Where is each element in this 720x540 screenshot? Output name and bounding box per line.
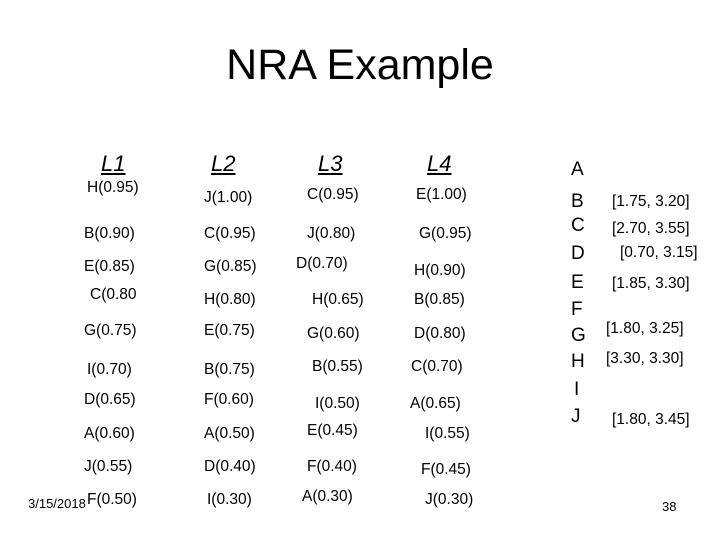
list-entry: B(0.55) — [312, 358, 363, 375]
list-entry: E(1.00) — [416, 186, 467, 203]
object-letter: E — [571, 272, 584, 293]
list-header-l2: L2 — [211, 151, 236, 176]
list-header-l4: L4 — [427, 151, 452, 176]
bound-interval: [1.80, 3.25] — [606, 320, 684, 337]
object-letter: H — [571, 351, 585, 372]
bound-interval: [3.30, 3.30] — [606, 350, 684, 367]
list-entry: C(0.95) — [307, 186, 359, 203]
list-entry: G(0.60) — [307, 325, 360, 342]
list-entry: F(0.50) — [87, 491, 137, 508]
page-number: 38 — [662, 499, 677, 514]
list-entry: D(0.70) — [296, 255, 348, 272]
footer-date: 3/15/2018 — [28, 496, 86, 511]
list-header-l1: L1 — [101, 151, 126, 176]
object-letter: D — [571, 243, 585, 264]
bound-interval: [1.85, 3.30] — [612, 275, 690, 292]
list-entry: A(0.50) — [204, 425, 255, 442]
object-letter: I — [574, 379, 580, 400]
object-letter: A — [571, 159, 584, 180]
list-entry: F(0.45) — [421, 461, 471, 478]
list-entry: J(0.80) — [307, 225, 356, 242]
list-entry: H(0.80) — [204, 291, 256, 308]
list-entry: I(0.50) — [315, 395, 360, 412]
list-entry: H(0.90) — [414, 262, 466, 279]
list-entry: I(0.55) — [425, 425, 470, 442]
object-letter: B — [571, 191, 584, 212]
bound-interval: [1.80, 3.45] — [612, 411, 690, 428]
list-entry: A(0.30) — [302, 488, 353, 505]
list-entry: B(0.90) — [84, 225, 135, 242]
list-header-l3: L3 — [318, 151, 343, 176]
bound-interval: [0.70, 3.15] — [620, 244, 698, 261]
list-entry: I(0.70) — [87, 361, 132, 378]
list-entry: C(0.70) — [411, 358, 463, 375]
bound-interval: [1.75, 3.20] — [612, 193, 690, 210]
list-entry: H(0.95) — [87, 179, 139, 196]
list-entry: J(0.30) — [425, 491, 474, 508]
list-entry: D(0.80) — [414, 325, 466, 342]
list-entry: I(0.30) — [207, 491, 252, 508]
list-entry: G(0.75) — [84, 322, 137, 339]
list-entry: A(0.65) — [410, 395, 461, 412]
list-entry: C(0.80 — [90, 286, 137, 303]
list-entry: B(0.75) — [204, 361, 255, 378]
list-entry: A(0.60) — [84, 425, 135, 442]
object-letter: F — [571, 299, 583, 320]
list-entry: J(1.00) — [204, 189, 253, 206]
list-entry: D(0.40) — [204, 458, 256, 475]
list-entry: F(0.60) — [204, 391, 254, 408]
list-entry: F(0.40) — [307, 458, 357, 475]
list-entry: G(0.85) — [204, 258, 257, 275]
bound-interval: [2.70, 3.55] — [612, 220, 690, 237]
object-letter: J — [571, 406, 581, 427]
list-entry: E(0.45) — [307, 422, 358, 439]
object-letter: G — [571, 325, 586, 346]
list-entry: J(0.55) — [84, 458, 133, 475]
list-entry: B(0.85) — [414, 291, 465, 308]
object-letter: C — [571, 215, 585, 236]
list-entry: D(0.65) — [84, 391, 136, 408]
list-entry: C(0.95) — [204, 225, 256, 242]
list-entry: E(0.85) — [84, 258, 135, 275]
slide-title: NRA Example — [226, 41, 494, 89]
list-entry: G(0.95) — [419, 225, 472, 242]
list-entry: H(0.65) — [312, 291, 364, 308]
list-entry: E(0.75) — [204, 322, 255, 339]
